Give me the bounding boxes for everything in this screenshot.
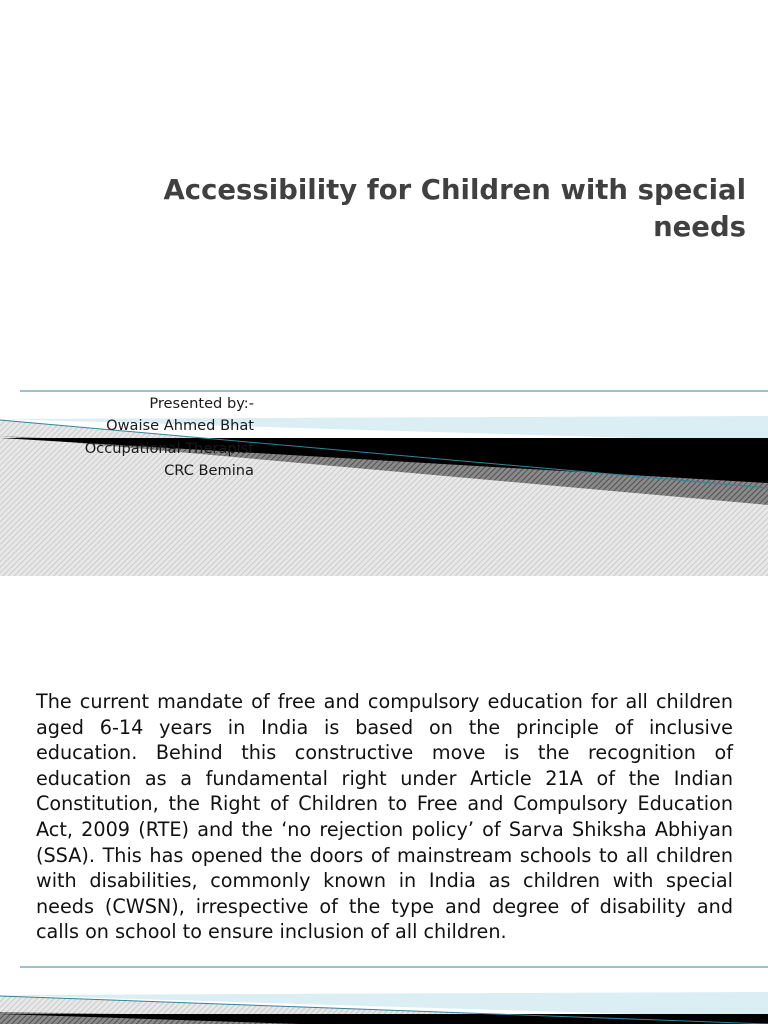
subtitle-line: Owaise Ahmed Bhat	[106, 417, 254, 435]
body-paragraph: The current mandate of free and compulsory education for all children aged 6-14 years in India is based on the principle of inclusive education. Behind this constructive move is the recognition of education as a fundamental right under Article 21A of the Indian Constitution, the Right of Children to Free and Compulsory Education Act, 2009 (RTE) and the ‘no rejection policy’ of Sarva Shiksha Abhiyan (SSA). This has opened the doors of mainstream schools to all children with disabilities, commonly known in India as children with special needs (CWSN), irrespective of the type and degree of disability and calls on school to ensure inclusion of all children.	[36, 690, 733, 944]
presenter-info	[20, 393, 254, 482]
slide-title: Accessibility for Children with special needs	[163, 174, 746, 243]
subtitle-line: Presented by:-	[149, 395, 254, 412]
subtitle-line: CRC Bemina	[164, 461, 254, 479]
content-slide	[0, 576, 768, 1024]
decorative-band	[0, 956, 768, 1024]
subtitle-line: Occupational Therapist	[84, 439, 254, 457]
